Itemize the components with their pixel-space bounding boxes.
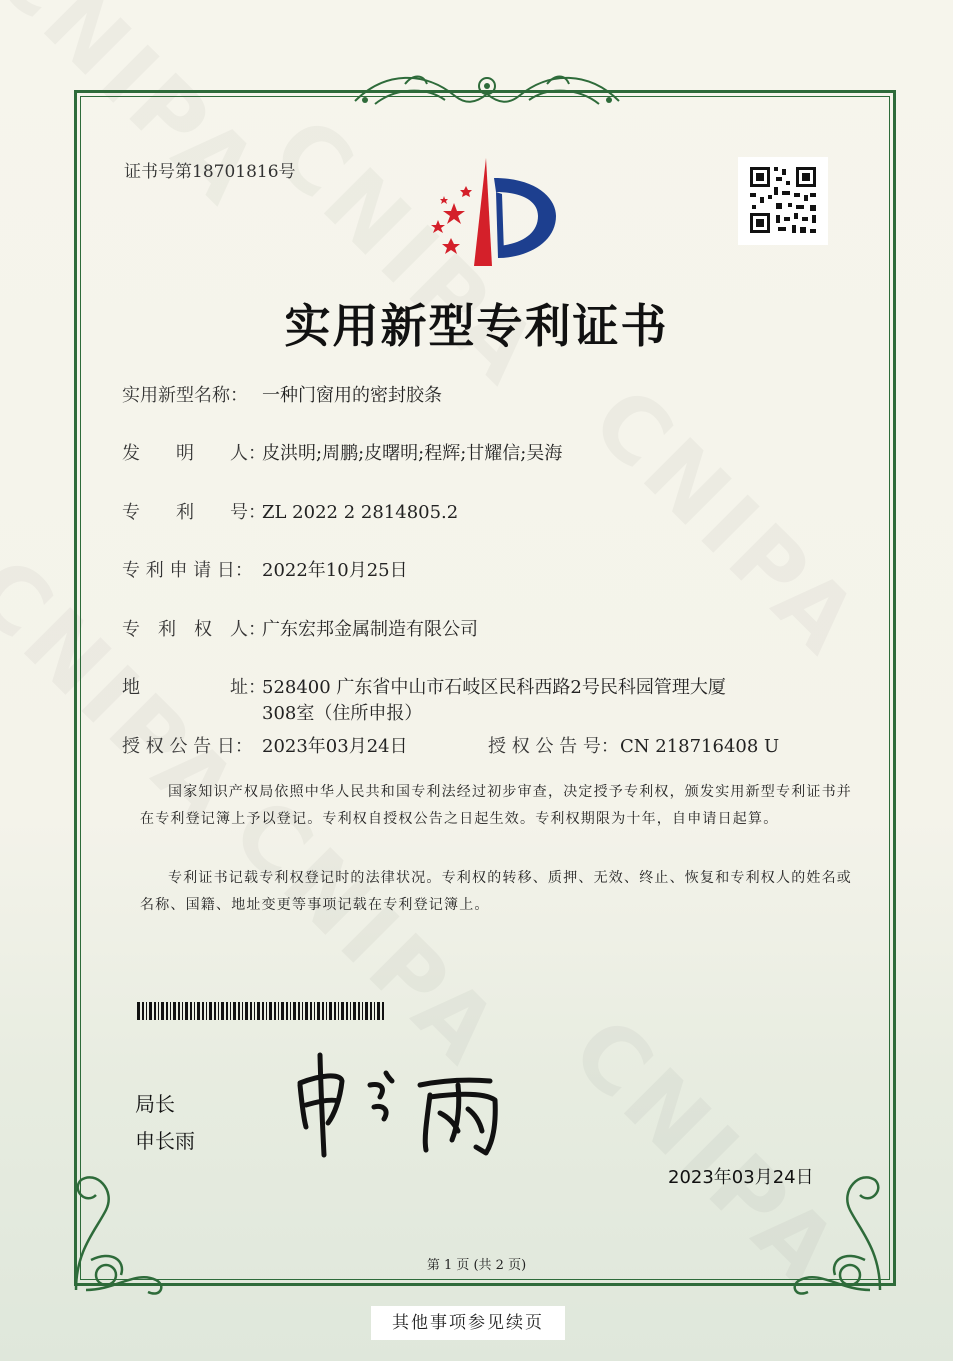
field-label: 专 利 申 请 日： xyxy=(122,560,253,581)
barcode-bar xyxy=(382,1002,384,1020)
field-label: 地 址： xyxy=(122,677,266,698)
barcode-bar xyxy=(158,1002,159,1020)
field-label: 授 权 公 告 日： xyxy=(122,736,253,757)
barcode-bar xyxy=(245,1002,248,1020)
field-label: 专 利 号： xyxy=(122,502,266,523)
address-continuation xyxy=(262,699,422,725)
inventor-names: 皮洪明;周鹏;皮曙明;程辉;甘耀信;吴海 xyxy=(262,443,563,464)
utility-model-name: 一种门窗用的密封胶条 xyxy=(262,385,442,406)
barcode-bar xyxy=(317,1002,320,1020)
field-label: 专 利 权 人： xyxy=(122,619,266,640)
certificate-number: 证书号第18701816号 xyxy=(124,162,296,182)
barcode-bar xyxy=(377,1002,380,1020)
legal-paragraph-2: 专利证书记载专利权登记时的法律状况。专利权的转移、质押、无效、终止、恢复和专利权人的姓名或名称、国籍、地址变更等事项记载在专利登记簿上。 xyxy=(140,870,852,913)
barcode-bar xyxy=(238,1002,240,1020)
barcode-bar xyxy=(149,1002,152,1020)
continued-note: 其他事项参见续页 xyxy=(371,1306,565,1340)
barcode-bar xyxy=(206,1002,207,1020)
issue-date: 2023年03月24日 xyxy=(668,1167,814,1188)
barcode-bar xyxy=(358,1002,360,1020)
barcode-bar xyxy=(137,1002,140,1020)
barcode-bar xyxy=(194,1002,195,1020)
barcode-bar xyxy=(218,1002,219,1020)
barcode-bar xyxy=(278,1002,279,1020)
field-label: 实用新型名称： xyxy=(122,385,248,406)
director-signature xyxy=(290,1045,505,1160)
barcode-bar xyxy=(269,1002,272,1020)
barcode-bar xyxy=(170,1002,171,1020)
barcode-bar xyxy=(233,1002,236,1020)
grant-number-row xyxy=(488,732,779,758)
barcode-bar xyxy=(353,1002,356,1020)
barcode-bar xyxy=(329,1002,332,1020)
barcode-bar xyxy=(242,1002,243,1020)
barcode-bar xyxy=(182,1002,183,1020)
grant-date: 2023年03月24日 xyxy=(262,736,408,757)
barcode xyxy=(137,1002,385,1020)
inventor-row xyxy=(122,439,562,465)
barcode-bar xyxy=(346,1002,348,1020)
barcode-bar xyxy=(146,1002,147,1020)
patent-number: ZL 2022 2 2814805.2 xyxy=(262,502,459,523)
barcode-bar xyxy=(221,1002,224,1020)
barcode-bar xyxy=(178,1002,180,1020)
barcode-bar xyxy=(161,1002,164,1020)
barcode-bar xyxy=(185,1002,188,1020)
filing-date-row xyxy=(122,556,408,582)
page-number: 第 1 页 (共 2 页) xyxy=(426,1258,527,1273)
barcode-bar xyxy=(365,1002,368,1020)
barcode-bar xyxy=(250,1002,252,1020)
patentee-name: 广东宏邦金属制造有限公司 xyxy=(262,619,478,640)
barcode-bar xyxy=(310,1002,312,1020)
certificate-title: 实用新型专利证书 xyxy=(284,299,669,353)
barcode-bar xyxy=(314,1002,315,1020)
barcode-bar xyxy=(326,1002,327,1020)
cnipa-logo xyxy=(416,158,556,268)
barcode-bar xyxy=(257,1002,260,1020)
barcode-bar xyxy=(197,1002,200,1020)
barcode-bar xyxy=(214,1002,216,1020)
field-label: 授 权 公 告 号： xyxy=(488,736,619,757)
address-line-2: 308室（住所申报） xyxy=(262,703,423,724)
field-label: 发 明 人： xyxy=(122,443,266,464)
barcode-bar xyxy=(209,1002,212,1020)
patentee-row xyxy=(122,615,478,641)
barcode-bar xyxy=(226,1002,228,1020)
director-name: 申长雨 xyxy=(135,1129,195,1153)
qr-code xyxy=(738,157,828,245)
barcode-bar xyxy=(142,1002,144,1020)
patent-number-row xyxy=(122,498,458,524)
filing-date: 2022年10月25日 xyxy=(262,560,408,581)
barcode-bar xyxy=(302,1002,303,1020)
barcode-bar xyxy=(322,1002,324,1020)
address-line-1: 528400 广东省中山市石岐区民科西路2号民科园管理大厦 xyxy=(262,677,726,698)
barcode-bar xyxy=(305,1002,308,1020)
barcode-bar xyxy=(362,1002,363,1020)
barcode-bar xyxy=(173,1002,176,1020)
barcode-bar xyxy=(286,1002,288,1020)
barcode-bar xyxy=(298,1002,300,1020)
barcode-bar xyxy=(293,1002,296,1020)
grant-date-row xyxy=(122,732,408,758)
grant-number: CN 218716408 U xyxy=(620,736,780,757)
barcode-bar xyxy=(374,1002,375,1020)
director-title: 局长 xyxy=(135,1092,175,1116)
legal-paragraph-1: 国家知识产权局依照中华人民共和国专利法经过初步审查，决定授予专利权，颁发实用新型专利证书并在专利登记簿上予以登记。专利权自授权公告之日起生效。专利权期限为十年，自申请日起算。 xyxy=(140,784,852,827)
utility-model-name-row xyxy=(122,381,442,407)
barcode-bar xyxy=(334,1002,336,1020)
barcode-bar xyxy=(262,1002,264,1020)
barcode-bar xyxy=(230,1002,231,1020)
barcode-bar xyxy=(154,1002,156,1020)
barcode-bar xyxy=(370,1002,372,1020)
barcode-bar xyxy=(254,1002,255,1020)
barcode-bar xyxy=(338,1002,339,1020)
address-row xyxy=(122,673,726,699)
barcode-bar xyxy=(290,1002,291,1020)
barcode-bar xyxy=(274,1002,276,1020)
barcode-bar xyxy=(281,1002,284,1020)
barcode-bar xyxy=(266,1002,267,1020)
barcode-bar xyxy=(202,1002,204,1020)
barcode-bar xyxy=(341,1002,344,1020)
barcode-bar xyxy=(190,1002,192,1020)
barcode-bar xyxy=(166,1002,168,1020)
corner-ornament-left xyxy=(66,1150,176,1300)
top-ornament xyxy=(345,66,630,116)
barcode-bar xyxy=(350,1002,351,1020)
